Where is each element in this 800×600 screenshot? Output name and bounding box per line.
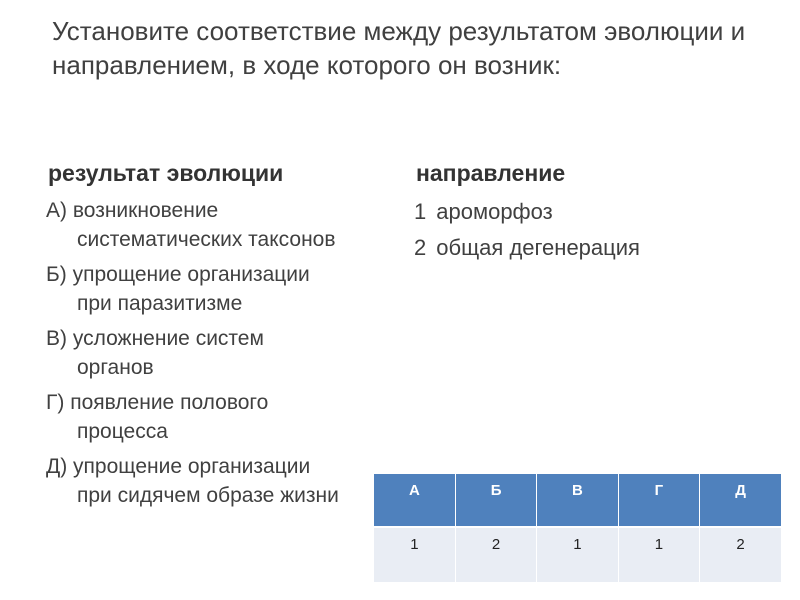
evolution-results-list: [46, 196, 396, 516]
answer-table-header-row: [374, 474, 781, 527]
result-item-b: [46, 260, 396, 318]
direction-label: ароморфоз: [436, 199, 553, 224]
answer-value-cell: 1: [537, 527, 618, 582]
directions-list: [414, 197, 640, 269]
result-item-g: [46, 388, 396, 446]
direction-item-1: [414, 197, 640, 227]
result-item-line1: Г) появление полового: [46, 391, 269, 414]
answer-header-cell: В: [537, 474, 618, 527]
result-item-d: [46, 452, 396, 510]
direction-heading: направление: [416, 160, 566, 186]
answer-table-row: [374, 527, 781, 582]
answer-value-cell: 1: [374, 527, 455, 582]
direction-item-2: [414, 233, 640, 263]
result-item-line1: Б) упрощение организации: [46, 263, 310, 286]
result-item-a: [46, 196, 396, 254]
direction-number: 2: [414, 235, 427, 260]
direction-number: 1: [414, 199, 427, 224]
answer-value-cell: 2: [455, 527, 536, 582]
result-item-line2: при паразитизме: [77, 292, 243, 315]
answer-header-cell: Б: [455, 474, 536, 527]
answer-header-cell: А: [374, 474, 455, 527]
question-title: Установите соответствие между результатом эволюции и направлением, в ходе которого он возник:: [52, 16, 746, 80]
answer-value-cell: 1: [618, 527, 699, 582]
answer-header-cell: Д: [700, 474, 781, 527]
result-item-line2: органов: [77, 356, 154, 379]
answer-value-cell: 2: [700, 527, 781, 582]
result-item-v: [46, 324, 396, 382]
result-item-line2: систематических таксонов: [77, 228, 336, 251]
answer-table: [374, 474, 781, 582]
result-item-line1: В) усложнение систем: [46, 327, 264, 350]
answer-header-cell: Г: [618, 474, 699, 527]
result-item-line1: Д) упрощение организации: [46, 455, 311, 478]
result-item-line1: А) возникновение: [46, 199, 219, 222]
direction-label: общая дегенерация: [436, 235, 640, 260]
evolution-result-heading: результат эволюции: [48, 160, 284, 186]
result-item-line2: процесса: [77, 420, 168, 443]
result-item-line2: при сидячем образе жизни: [77, 484, 339, 507]
